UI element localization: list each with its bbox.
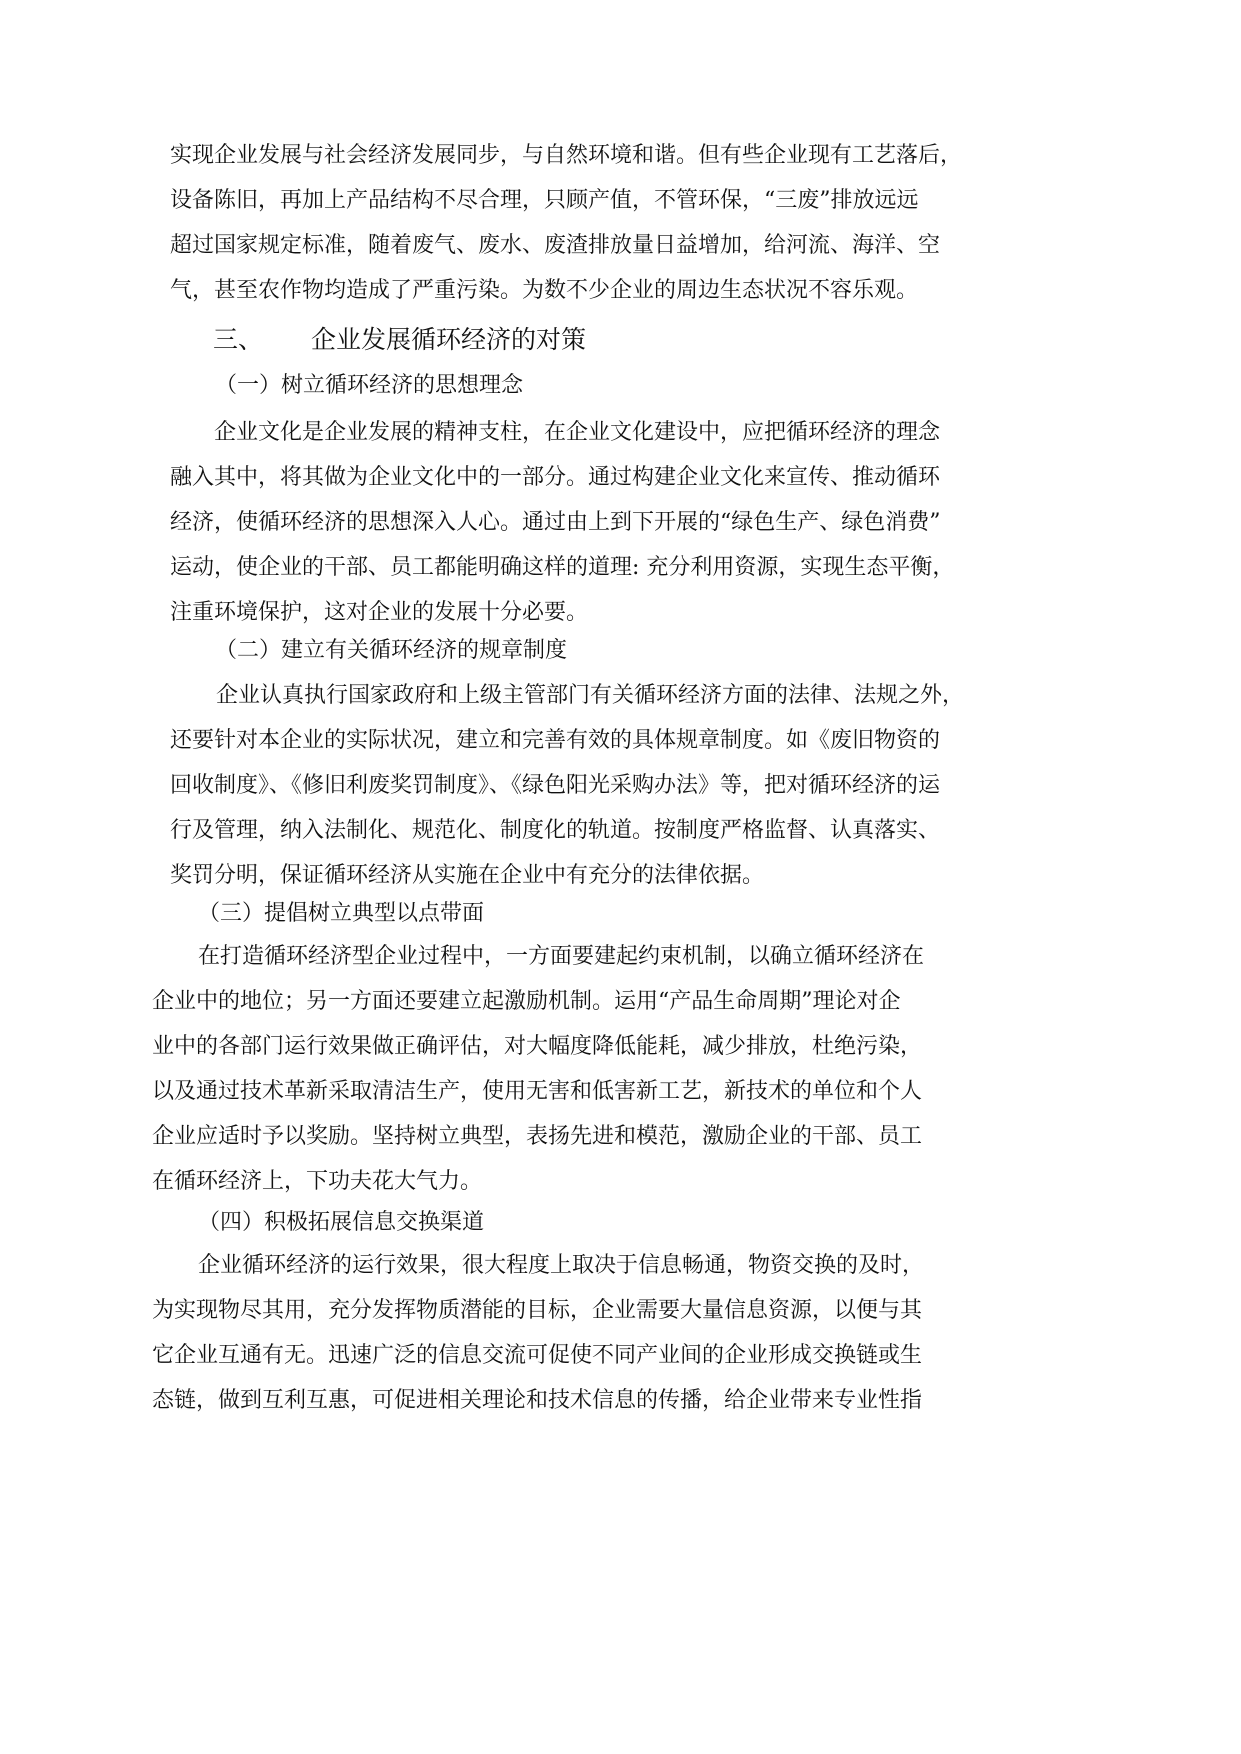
text-line: 气，甚至农作物均造成了严重污染。为数不少企业的周边生态状况不容乐观。 bbox=[170, 278, 919, 303]
subsection-heading: （一）树立循环经济的思想理念 bbox=[215, 373, 524, 398]
subsection-heading: （二）建立有关循环经济的规章制度 bbox=[215, 638, 568, 663]
text-line: 企业循环经济的运行效果，很大程度上取决于信息畅通，物资交换的及时， bbox=[198, 1253, 925, 1278]
text-line: 为实现物尽其用，充分发挥物质潜能的目标，企业需要大量信息资源，以便与其 bbox=[152, 1298, 923, 1323]
text-line: 注重环境保护，这对企业的发展十分必要。 bbox=[170, 600, 589, 625]
text-line: 奖罚分明，保证循环经济从实施在企业中有充分的法律依据。 bbox=[170, 863, 765, 888]
text-line: 经济，使循环经济的思想深入人心。通过由上到下开展的“绿色生产、绿色消费” bbox=[170, 510, 941, 535]
text-line: 企业应适时予以奖励。坚持树立典型，表扬先进和模范，激励企业的干部、员工 bbox=[152, 1124, 923, 1149]
text-line: 实现企业发展与社会经济发展同步，与自然环境和谐。但有些企业现有工艺落后， bbox=[170, 143, 963, 168]
section-number: 三、 bbox=[213, 325, 264, 354]
subsection-heading: （四）积极拓展信息交换渠道 bbox=[198, 1210, 485, 1235]
text-line: 企业中的地位；另一方面还要建立起激励机制。运用“产品生命周期”理论对企 bbox=[152, 989, 901, 1014]
section-heading bbox=[213, 323, 586, 357]
section-title: 企业发展循环经济的对策 bbox=[311, 325, 587, 354]
text-line: 态链，做到互利互惠，可促进相关理论和技术信息的传播，给企业带来专业性指 bbox=[152, 1388, 923, 1413]
text-line: 融入其中，将其做为企业文化中的一部分。通过构建企业文化来宣传、推动循环 bbox=[170, 465, 941, 490]
text-line: 企业认真执行国家政府和上级主管部门有关循环经济方面的法律、法规之外， bbox=[216, 683, 965, 708]
text-line: 在打造循环经济型企业过程中，一方面要建起约束机制，以确立循环经济在 bbox=[198, 944, 925, 969]
text-line: 还要针对本企业的实际状况，建立和完善有效的具体规章制度。如《废旧物资的 bbox=[170, 728, 941, 753]
text-line: 回收制度》、《修旧利废奖罚制度》、《绿色阳光采购办法》等，把对循环经济的运 bbox=[170, 773, 941, 798]
text-line: 在循环经济上，下功夫花大气力。 bbox=[152, 1169, 483, 1194]
text-line: 超过国家规定标准，随着废气、废水、废渣排放量日益增加，给河流、海洋、空 bbox=[170, 233, 941, 258]
text-line: 设备陈旧，再加上产品结构不尽合理，只顾产值，不管环保，“三废”排放远远 bbox=[170, 188, 919, 213]
text-line: 行及管理，纳入法制化、规范化、制度化的轨道。按制度严格监督、认真落实、 bbox=[170, 818, 941, 843]
text-line: 运动，使企业的干部、员工都能明确这样的道理: 充分利用资源，实现生态平衡， bbox=[170, 555, 955, 580]
text-line: 企业文化是企业发展的精神支柱，在企业文化建设中，应把循环经济的理念 bbox=[214, 420, 941, 445]
text-line: 以及通过技术革新采取清洁生产，使用无害和低害新工艺，新技术的单位和个人 bbox=[152, 1079, 923, 1104]
text-line: 业中的各部门运行效果做正确评估，对大幅度降低能耗，减少排放，杜绝污染， bbox=[152, 1034, 923, 1059]
subsection-heading: （三）提倡树立典型以点带面 bbox=[198, 901, 485, 926]
text-line: 它企业互通有无。迅速广泛的信息交流可促使不同产业间的企业形成交换链或生 bbox=[152, 1343, 923, 1368]
